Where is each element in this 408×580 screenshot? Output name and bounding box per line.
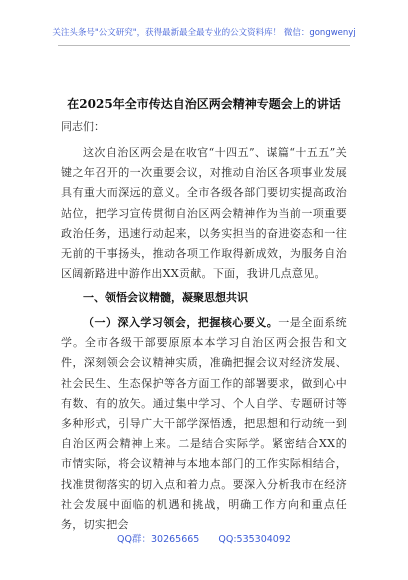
intro-paragraph: 这次自治区两会是在收官“十四五”、谋篇“十五五”关键之年召开的一次重要会议，对推动自治区各项事业发展具有重大而深远的意义。全市各级各部门要切实提高政治站位，把学习宣传贯彻自治区两会精神作为当前一项重要政治任务，迅速行动起来，以务实担当的奋进姿态和一往无前的干事扬头，推动各项工作取得新成效，为服务自治区阔新路进中游作出XX贡献。下面，我讲几点意见。 [61, 146, 347, 281]
header-note: 关注头条号"公文研究"，获得最新最全最专业的公文资料库！ 微信：gongwenyj [52, 28, 356, 38]
section-heading: 一、领悟会议精髓，凝聚思想共识 [83, 291, 248, 304]
qq-group-label: QQ群：30265665 [117, 534, 200, 545]
qq-number-label: QQ:535304092 [218, 534, 291, 545]
subsection-heading: （一）深入学习领会，把握核心要义。 [83, 316, 279, 329]
subsection-paragraph [61, 313, 347, 535]
salutation: 同志们： [61, 120, 105, 133]
subsection-text: 一是全面系统学。全市各级干部要原原本本学习自治区两会报告和文件，深刻领会会议精神实质，准确把握会议对经济发展、社会民生、生态保护等各方面工作的部署要求，做到心中有数、有的放矢。通过集中学习、个人自学、专题研讨等多种形式，引导广大干部学深悟透，把思想和行动统一到自治区两会精神上来。二是结合实际学。紧密结合XX的市情实际，将会议精神与本地本部门的工作实际相结合，找准贯彻落实的切入点和着力点。要深入分析我市在经济社会发展中面临的机遇和挑战，明确工作方向和重点任务，切实把会 [61, 316, 347, 532]
header-divider [58, 45, 350, 46]
document-title: 在2025年全市传达自治区两会精神专题会上的讲话 [67, 97, 341, 111]
footer-contact [0, 534, 408, 546]
